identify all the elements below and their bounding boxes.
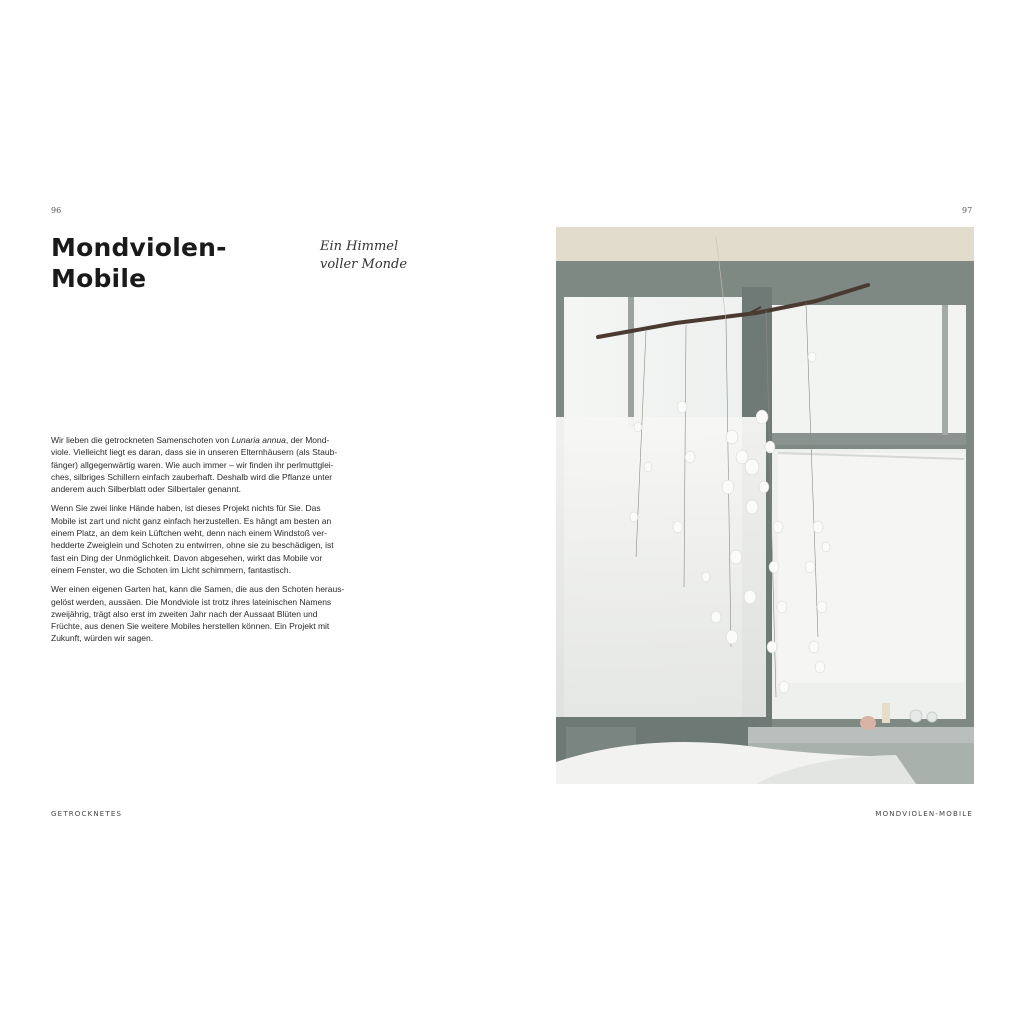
page-number-right: 97 — [962, 206, 973, 215]
running-footer-left: GETROCKNETES — [51, 810, 123, 818]
text-line: Früchte, aus denen Sie weitere Mobiles herstellen können. Ein Projekt mit — [51, 621, 330, 632]
text-line: einem Fenster, wo die Schoten im Licht schimmern, fantastisch. — [51, 564, 291, 575]
title-line: Mondviolen- — [51, 233, 227, 262]
paragraph — [51, 434, 363, 495]
italic-term: Lunaria annua — [231, 435, 286, 445]
subtitle — [320, 238, 407, 274]
text-line: viole. Vielleicht liegt es daran, dass sie in unseren Elternhäusern (als Staub- — [51, 447, 338, 458]
text-line: Wer einen eigenen Garten hat, kann die Samen, die aus den Schoten heraus- — [51, 584, 345, 595]
text-line: Wenn Sie zwei linke Hände haben, ist dieses Projekt nichts für Sie. Das — [51, 503, 321, 514]
text-fragment: Wir lieben die getrockneten Samenschoten von — [51, 435, 232, 445]
window-mobile-photo — [556, 227, 974, 784]
page-number-left: 96 — [51, 206, 62, 215]
page-title — [51, 232, 227, 294]
paragraph — [51, 583, 363, 644]
text-line: ches, silbriges Schillern einfach zauberhaft. Deshalb wird die Pflanze unter — [51, 471, 333, 482]
subtitle-line: voller Monde — [320, 257, 408, 272]
subtitle-line: Ein Himmel — [320, 239, 399, 254]
text-line: fast ein Ding der Unmöglichkeit. Davon abgesehen, wirkt das Mobile vor — [51, 552, 323, 563]
text-fragment: , der Mond- — [285, 435, 330, 445]
text-line: einem Platz, an dem kein Lüftchen weht, denn nach einem Windstoß ver- — [51, 528, 327, 539]
text-line: gelöst werden, aussäen. Die Mondviole ist trotz ihres lateinischen Namens — [51, 596, 332, 607]
running-footer-right: MONDVIOLEN-MOBILE — [875, 810, 973, 818]
paragraph — [51, 502, 363, 576]
body-text — [51, 434, 363, 652]
text-line: Zukunft, würden wir sagen. — [51, 633, 154, 644]
title-line: Mobile — [51, 264, 147, 293]
text-line: fänger) allgegenwärtig waren. Wie auch immer – wir finden ihr perlmuttglei- — [51, 459, 334, 470]
text-line: Mobile ist zart und nicht ganz einfach herzustellen. Es hängt am besten an — [51, 515, 332, 526]
text-line: anderem auch Silberblatt oder Silbertaler genannt. — [51, 484, 241, 495]
text-line: zweijährig, trägt also erst im zweiten Jahr nach der Aussaat Blüten und — [51, 608, 318, 619]
text-line: hedderte Zweiglein und Schoten zu entwirren, ohne sie zu beschädigen, ist — [51, 540, 334, 551]
text-line — [51, 434, 363, 446]
